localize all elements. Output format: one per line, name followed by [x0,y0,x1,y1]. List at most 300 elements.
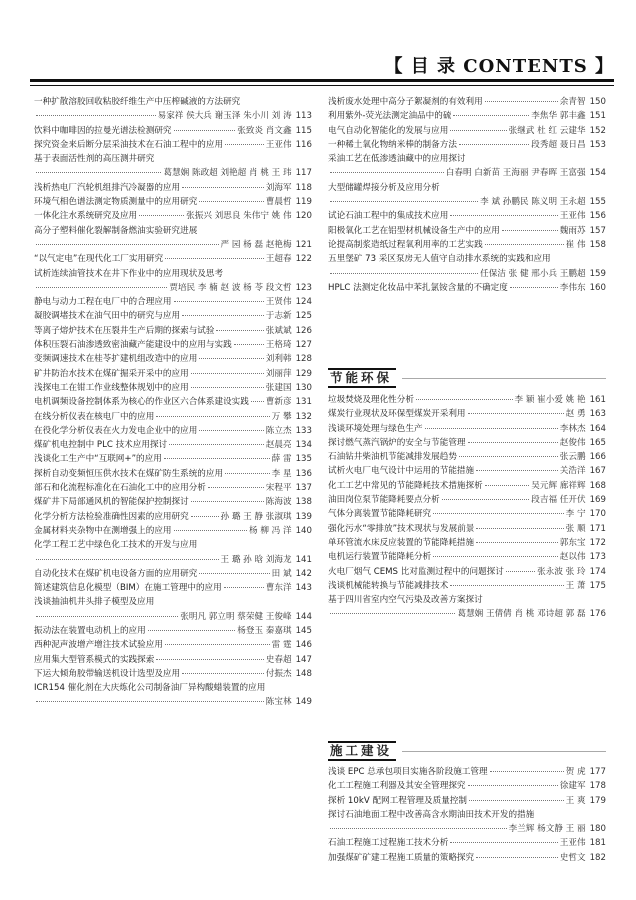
article-title: 浅谈环境处理与绿色生产 [328,423,423,434]
article-authors: 张建国 [265,382,292,393]
toc-entry-line [34,267,312,281]
toc-entry[interactable] [34,667,312,681]
toc-entry[interactable] [34,653,312,667]
page-number: 125 [295,311,312,322]
toc-entry[interactable] [328,436,606,450]
toc-entry-line [328,209,606,223]
article-authors: 李 颖 崔小爱 姚 艳 [514,395,586,405]
page-number: 151 [589,111,606,122]
toc-entry[interactable] [34,438,312,452]
page-number: 181 [589,838,606,849]
article-authors: 曹东洋 [265,583,292,594]
dot-leader [469,800,564,801]
page-number: 145 [295,625,312,636]
toc-entry[interactable] [34,395,312,409]
article-title: 一种稀土氧化物纳米棒的制备方法 [328,139,457,150]
article-title: 浅探电工在钳工作业线整体规划中的应用 [34,382,189,393]
article-title: 一种扩散溶胶回收粘胶纤维生产中压榨碱液的方法研究 [34,97,241,107]
article-authors: 王亚伟 [559,211,586,222]
toc-entry[interactable] [328,794,606,808]
toc-entry-line [34,424,312,438]
page-number: 127 [295,340,312,351]
dot-leader [450,130,506,131]
page-number: 139 [295,511,312,522]
article-authors: 张振兴 刘思良 朱伟宁 姚 伟 [186,211,292,222]
article-title: 试析连续油管技术在井下作业中的应用现状及思考 [34,268,224,279]
dot-leader [485,101,558,102]
dot-leader [208,487,264,488]
dot-leader [182,315,264,316]
dot-leader [191,387,264,388]
toc-entry-line [34,324,312,338]
toc-entry-line [328,224,606,238]
page-number: 134 [295,440,312,451]
dot-leader [442,499,530,500]
article-authors: 薛 雷 [271,454,292,465]
toc-entry[interactable] [328,152,606,181]
toc-entry[interactable] [328,493,606,507]
toc-entry[interactable] [328,238,606,252]
toc-entry-line [328,181,606,195]
dot-leader [165,644,270,645]
article-title: 阳极氧化工艺在铝型材机械设备生产中的应用 [328,225,500,236]
page-number: 148 [295,668,312,679]
article-authors: 张继武 杜 红 云建华 [508,125,586,136]
page-number: 180 [589,824,606,835]
article-authors: 严 园 杨 磊 赵艳梅 [220,239,292,250]
page-number: 116 [295,139,312,150]
toc-entry[interactable] [328,393,606,407]
page-number: 143 [295,583,312,594]
toc-entry-line [328,238,606,252]
toc-entry[interactable] [328,124,606,138]
toc-entry-line [328,522,606,536]
dot-leader [191,501,264,502]
page-number: 152 [589,125,606,136]
toc-entry-line [34,467,312,481]
page-number: 123 [295,282,312,293]
toc-entry[interactable] [34,638,312,652]
dot-leader [251,401,264,402]
section-heading-construction [328,740,606,762]
toc-entry[interactable] [34,681,312,710]
article-authors: 赵晨亮 [265,440,292,451]
page-number: 122 [295,254,312,265]
toc-entry-line [34,109,312,123]
toc-entry-line [328,579,606,593]
dot-leader [330,613,455,614]
dot-leader [36,244,219,245]
toc-entry[interactable] [34,324,312,338]
toc-entry[interactable] [34,495,312,509]
article-title: 环境气相色谱法测定物质测量中的应用研究 [34,197,198,208]
dot-leader [459,144,529,145]
page-number: 144 [295,611,312,622]
dot-leader [490,771,564,772]
toc-entry[interactable] [34,338,312,352]
toc-entry[interactable] [328,95,606,109]
page-number: 131 [295,397,312,408]
toc-entry[interactable] [328,536,606,550]
toc-entry-line [34,595,312,609]
toc-entry[interactable] [34,209,312,223]
page-number: 146 [295,640,312,651]
toc-entry[interactable] [328,109,606,123]
toc-entry-line [34,624,312,638]
dot-leader [36,287,167,288]
toc-entry[interactable] [34,295,312,309]
article-authors: 魏雨苏 [559,225,586,236]
article-title: 应用集大型管系模式的实践探索 [34,654,155,665]
page-number: 149 [295,697,312,708]
dot-leader [506,571,535,572]
contents-title: 【 目 录 CONTENTS 】 [384,56,614,77]
dot-leader [450,585,563,586]
toc-entry[interactable] [34,510,312,524]
toc-entry-line [34,238,312,252]
page-number: 132 [295,411,312,422]
article-authors: 葛慧娴 陈政超 刘艳超 肖 桃 王 玮 [163,168,292,179]
dot-leader [453,115,529,116]
toc-entry[interactable] [34,481,312,495]
article-title: 垃圾焚烧及理化性分析 [328,395,414,405]
dot-leader [156,416,269,417]
article-title: 采油工艺在低渗透油藏中的应用探讨 [328,154,466,165]
toc-entry[interactable] [34,138,312,152]
dot-leader [468,442,558,443]
dot-leader [330,273,478,274]
dot-leader [433,513,564,514]
page-number: 178 [589,781,606,792]
toc-entry-line [328,195,606,209]
dot-leader [148,630,236,631]
toc-entry[interactable] [34,381,312,395]
toc-entry[interactable] [34,452,312,466]
page-number: 136 [295,468,312,479]
toc-entry[interactable] [328,565,606,579]
toc-entry-line [328,794,606,808]
article-authors: 王格琦 [265,340,292,351]
page-number: 140 [295,525,312,536]
page-number: 117 [295,168,312,179]
toc-entry-line [34,495,312,509]
article-title: 体积压裂石油渗透致密油藏产能建设中的应用与实践 [34,340,232,351]
dot-leader [450,215,557,216]
toc-entry[interactable] [328,138,606,152]
page-number: 118 [295,182,312,193]
article-authors: 曹晨哲 [265,197,292,208]
page-number: 147 [295,654,312,665]
dot-leader [182,673,264,674]
toc-entry[interactable] [328,407,606,421]
toc-entry[interactable] [34,567,312,581]
article-title: 浅谈抽油机井头排子模型及应用 [34,597,155,608]
dot-leader [459,456,558,457]
article-title: 化工工程施工利器及其安全管理探究 [328,781,466,792]
toc-entry-line [34,95,312,109]
article-authors: 王 萧 [565,580,586,591]
page-number: 159 [589,268,606,279]
page-number: 160 [589,282,606,293]
page-number: 137 [295,483,312,494]
toc-entry[interactable] [328,209,606,223]
page-number: 120 [295,211,312,222]
toc-entry[interactable] [328,808,606,837]
toc-entry[interactable] [34,467,312,481]
toc-entry[interactable] [34,624,312,638]
article-authors: 贾培民 李 楠 赵 波 杨 苓 段文哲 [169,282,292,293]
page-number: 161 [589,395,606,405]
article-title: 西种泥声波增产增注技术试验应用 [34,640,163,651]
article-authors: 任保洁 张 健 邢小兵 王鹏超 [480,268,586,279]
article-title: 基于表面活性剂的高压测井研究 [34,154,155,165]
toc-entry[interactable] [328,479,606,493]
article-title: 试析火电厂电气设计中运用的节能措施 [328,466,475,477]
page-number: 155 [589,197,606,208]
toc-column-left [34,95,312,710]
toc-entry[interactable] [328,851,606,865]
page-number: 124 [295,297,312,308]
article-authors: 李林杰 [559,423,586,434]
article-authors: 崔 伟 [565,239,586,250]
article-title: 电机调频设备控制体系为核心的作业区六合体系建设实践 [34,397,249,408]
article-title: 火电厂烟气 CEMS 比对监测过程中的问题探讨 [328,566,504,577]
toc-entry[interactable] [328,507,606,521]
article-title: 探析 10kV 配网工程管理及质量控制 [328,795,467,806]
toc-entry[interactable] [34,224,312,253]
dot-leader [156,659,263,660]
section-rule [402,751,606,752]
page-number: 157 [589,225,606,236]
toc-entry[interactable] [34,524,312,538]
article-authors: 于志新 [265,311,292,322]
article-title: 强化污水“零排放”技术现状与发展前景 [328,523,475,534]
toc-entry[interactable] [328,593,606,622]
article-authors: 付振杰 [265,668,292,679]
page-header [0,0,636,80]
dot-leader [36,172,161,173]
article-authors: 李 宁 [565,509,586,520]
toc-entry-line [328,267,606,281]
toc-entry-line [328,493,606,507]
toc-entry-line [328,393,606,407]
toc-entry-line [34,209,312,223]
page-number: 128 [295,354,312,365]
toc-entry-line [34,681,312,695]
article-title: 试论石油工程中的集成技术应用 [328,211,449,222]
article-authors: 白春明 白新苗 王海丽 尹春晖 王富强 [445,168,586,179]
dot-leader [164,458,270,459]
article-title: 一体化注水系统研究及应用 [34,211,138,222]
toc-entry-line [34,367,312,381]
toc-entry[interactable] [328,464,606,478]
toc-entry[interactable] [328,281,606,295]
article-authors: 徐建军 [559,781,586,792]
article-authors: 史春超 [265,654,292,665]
page-number: 154 [589,168,606,179]
page-number: 119 [295,197,312,208]
page-number: 169 [589,495,606,506]
page-number: 130 [295,382,312,393]
article-title: 部石和化流程标准化在石油化工中的应用分析 [34,483,206,494]
article-title: 化工工艺中常见的节能降耗技术措施探析 [328,480,483,491]
toc-entry-line [34,195,312,209]
article-authors: 史哲文 [559,852,586,863]
toc-entry-line [328,536,606,550]
toc-entry[interactable] [328,422,606,436]
toc-entry-line [34,395,312,409]
toc-entry-line [34,410,312,424]
article-title: 煤矿井下局部通风机的智能保护控制探讨 [34,497,189,508]
dot-leader [330,828,507,829]
dot-leader [330,201,478,202]
article-title: 基于四川省室内空气污染及改善方案探讨 [328,595,483,606]
article-title: 单环管流水床反应装置的节能降耗措施 [328,537,475,548]
dot-leader [191,516,219,517]
toc-entry-line [328,836,606,850]
toc-entry[interactable] [34,267,312,296]
dot-leader [36,616,178,617]
toc-entry[interactable] [328,450,606,464]
toc-entry[interactable] [328,765,606,779]
toc-entry[interactable] [34,124,312,138]
toc-entry[interactable] [328,522,606,536]
toc-entry[interactable] [34,181,312,195]
article-authors: 葛慧娴 王倩倩 肖 桃 邓诗超 郭 磊 [457,609,586,620]
article-authors: 张致炎 肖文鑫 [237,125,292,136]
dot-leader [485,244,564,245]
toc-entry[interactable] [34,309,312,323]
toc-entry[interactable] [34,95,312,124]
toc-entry-line [34,138,312,152]
dot-leader [476,470,558,471]
article-title: ICR154 催化剂在大庆炼化公司制备油厂异构酸蜡装置的应用 [34,683,266,694]
toc-entry[interactable] [328,836,606,850]
dot-leader [502,230,558,231]
toc-entry[interactable] [328,252,606,281]
toc-entry-line [34,309,312,323]
toc-entry-line [328,808,606,822]
article-authors: 杨 柳 冯 洋 [249,525,292,536]
article-authors: 田 斌 [271,568,292,579]
article-authors: 万 攀 [271,411,292,422]
toc-entry-line [328,464,606,478]
toc-entry[interactable] [328,550,606,564]
article-title: 金属材料夹杂物中在测增强上的应用 [34,525,172,536]
toc-entry-line [34,252,312,266]
toc-entry[interactable] [34,410,312,424]
article-authors: 张明凡 郭立明 蔡荣健 王俊峰 [180,611,292,622]
article-title: 浅谈化工生产中“互联网+”的应用 [34,454,162,465]
toc-energy-list [328,393,606,622]
toc-entry[interactable] [328,224,606,238]
toc-entry-line [328,436,606,450]
article-authors: 郭东宝 [559,537,586,548]
article-authors: 陈宝林 [265,697,292,708]
toc-entry-line [328,479,606,493]
toc-entry-line [34,438,312,452]
article-authors: 王亚伟 [265,139,292,150]
section-label-energy: 节能环保 [328,368,396,388]
toc-entry-line [34,352,312,366]
toc-entry[interactable] [328,779,606,793]
toc-entry[interactable] [34,538,312,567]
toc-entry-line [328,152,606,166]
dot-leader [433,556,558,557]
toc-entry[interactable] [328,181,606,210]
article-authors: 刘利韩 [265,354,292,365]
article-authors: 王贤伟 [265,297,292,308]
article-title: 论提高制浆造纸过程氧利用率的工艺实践 [328,239,483,250]
article-authors: 李焦华 郭丰鑫 [531,111,586,122]
dot-leader [224,587,264,588]
article-title: 振动法在装置电动机上的应用 [34,625,146,636]
toc-entry[interactable] [34,595,312,624]
article-authors: 孙 璐 王 静 张淑琪 [220,511,292,522]
page-number: 175 [589,580,606,591]
toc-entry-line [34,524,312,538]
article-title: 煤炭行业现状及环保型煤炭开采利用 [328,409,466,420]
article-authors: 段秀超 聂日昌 [531,139,586,150]
article-authors: 李 星 [271,468,292,479]
toc-entry-line [328,822,606,836]
toc-entry[interactable] [34,424,312,438]
article-authors: 赵以伟 [559,552,586,563]
toc-entry[interactable] [34,252,312,266]
article-title: 大型储罐焊接分析及应用分析 [328,182,440,193]
toc-entry-line [328,166,606,180]
page-number: 121 [295,239,312,250]
dot-leader [416,399,513,400]
page-number: 173 [589,552,606,563]
dot-leader [510,287,558,288]
toc-entry[interactable] [34,352,312,366]
section-label-construction: 施工建设 [328,741,396,761]
toc-entry[interactable] [34,581,312,595]
article-title: 高分子塑料催化裂解制备燃油实验研究进展 [34,225,198,236]
article-title: 石油钻井柴油机节能减排发展趋势 [328,452,457,463]
toc-column-right-top [328,95,606,295]
page-number: 141 [295,554,312,565]
toc-entry[interactable] [34,195,312,209]
toc-entry[interactable] [34,367,312,381]
toc-entry-line [34,653,312,667]
toc-entry[interactable] [328,579,606,593]
article-title: 浅析热电厂汽轮机组排汽冷凝器的应用 [34,182,181,193]
article-authors: 王超春 [265,254,292,265]
toc-entry[interactable] [34,152,312,181]
toc-entry-line [34,124,312,138]
article-title: 浅谈机械能转换与节能减排技术 [328,580,449,591]
article-authors: 杨登玉 秦嘉琪 [237,625,292,636]
article-title: 等离子熔炉技术在压裂井生产后期的探索与试验 [34,325,215,336]
article-title: 化学工程工艺中绿色化工技术的开发与应用 [34,540,198,551]
page-number: 129 [295,368,312,379]
page-number: 164 [589,423,606,434]
dot-leader [450,842,557,843]
article-authors: 王 爽 [565,795,586,806]
toc-entry-line [328,95,606,109]
article-title: 探讨燃气蒸汽锅炉的安全与节能管理 [328,437,466,448]
dot-leader [182,187,264,188]
dot-leader [169,444,264,445]
section-rule [402,378,606,379]
toc-entry-line [328,550,606,564]
article-title: 矿井防治水技术在煤矿掘采开采中的应用 [34,368,189,379]
page-number: 182 [589,852,606,863]
toc-entry-line [328,138,606,152]
page-number: 115 [295,125,312,136]
